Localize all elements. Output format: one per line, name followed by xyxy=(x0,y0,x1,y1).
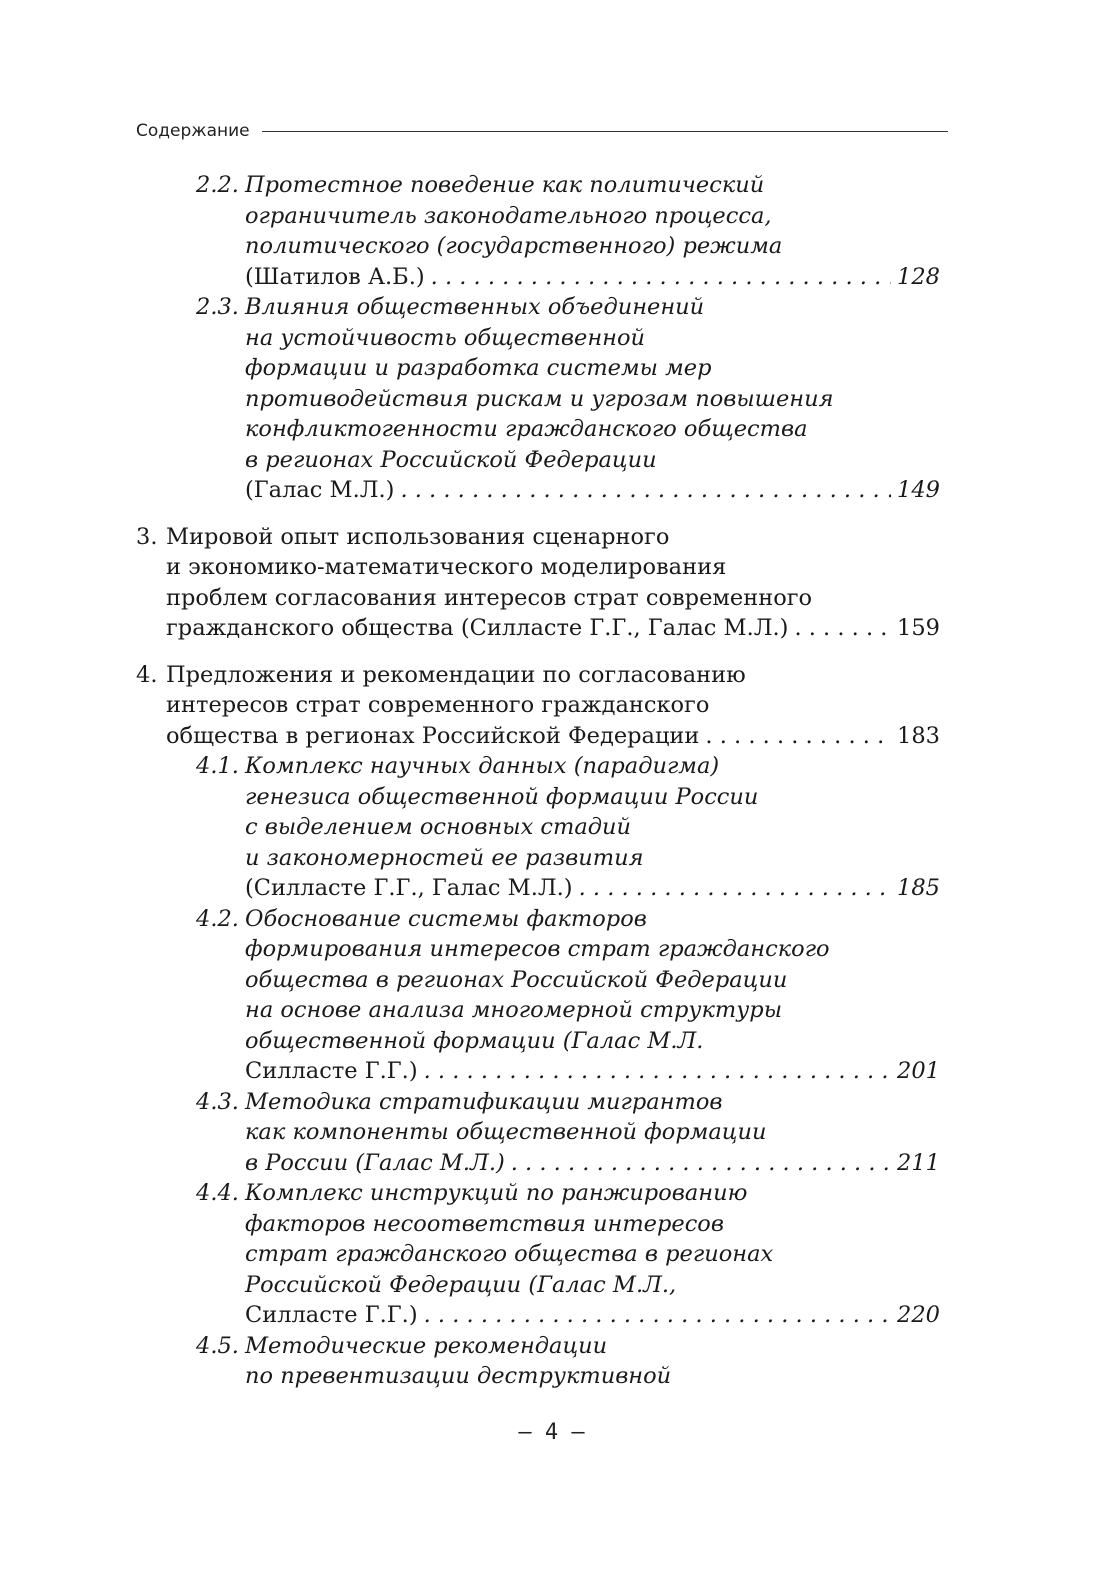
toc-entry-number: 4. xyxy=(136,661,158,688)
dot-leader xyxy=(511,1148,891,1179)
toc-entry-2-3[interactable] xyxy=(0,292,1103,506)
toc-entry-number: 4.4. xyxy=(196,1180,239,1206)
toc-entry-line: Комплекс инструкций по ранжированию xyxy=(245,1180,748,1206)
dot-leader xyxy=(424,1300,891,1331)
toc-entry-line: формации и разработка системы мер xyxy=(245,355,712,381)
dot-leader xyxy=(794,613,891,644)
toc-entry-4-3[interactable] xyxy=(0,1087,1103,1179)
toc-entry-line: интересов страт современного гражданского xyxy=(166,692,710,718)
toc-page-number: 211 xyxy=(897,1149,940,1176)
toc-entry-authors: Силласте Г.Г.) xyxy=(245,1058,418,1084)
toc-page-number: 220 xyxy=(897,1302,940,1328)
dot-leader xyxy=(400,475,891,506)
toc-entry-4-5[interactable] xyxy=(0,1331,1103,1392)
toc-entry-line: гражданского общества (Силласте Г.Г., Галас М.Л.) xyxy=(166,615,789,641)
dot-leader xyxy=(579,873,891,904)
toc-page-number: 128 xyxy=(897,263,940,290)
toc-entry-line: факторов несоответствия интересов xyxy=(245,1210,724,1237)
running-header xyxy=(136,118,948,144)
toc-page-number: 201 xyxy=(897,1058,940,1084)
toc-entry-authors: (Галас М.Л.) xyxy=(245,477,395,503)
toc-entry-number: 2.2. xyxy=(196,172,239,198)
toc-entry-line: общества в регионах Российской Федерации xyxy=(245,966,788,993)
dot-leader xyxy=(705,721,891,752)
header-rule xyxy=(262,131,948,132)
toc-entry-line: и экономико-математического моделирования xyxy=(166,554,727,580)
toc-entry-number: 4.5. xyxy=(196,1332,239,1359)
toc-entry-number: 2.3. xyxy=(196,294,239,320)
toc-entry-4-4[interactable] xyxy=(0,1178,1103,1331)
toc-entry-line: на устойчивость общественной xyxy=(245,324,646,351)
toc-entry-line: как компоненты общественной формации xyxy=(245,1119,767,1145)
dot-leader xyxy=(424,1056,891,1087)
page-number-footer: — 4 — xyxy=(518,1420,585,1445)
toc-entry-line: общества в регионах Российской Федерации xyxy=(166,722,700,749)
toc-entry-line: конфликтогенности гражданского общества xyxy=(245,416,808,442)
toc-entry-line: формирования интересов страт гражданского xyxy=(245,936,830,962)
toc-entry-number: 4.1. xyxy=(196,753,239,779)
toc-entry-line: проблем согласования интересов страт современного xyxy=(166,584,813,611)
toc-entry-line: страт гражданского общества в регионах xyxy=(245,1241,774,1267)
table-of-contents xyxy=(0,170,1103,1392)
toc-entry-line: ограничитель законодательного процесса, xyxy=(245,202,772,229)
toc-entry-line: генезиса общественной формации России xyxy=(245,783,759,810)
toc-entry-line: Мировой опыт использования сценарного xyxy=(166,523,670,550)
running-header-title: Содержание xyxy=(136,121,250,141)
toc-entry-number: 4.3. xyxy=(196,1088,239,1115)
toc-entry-line: Обоснование системы факторов xyxy=(245,905,647,932)
toc-entry-line: общественной формации (Галас М.Л. xyxy=(245,1027,704,1054)
toc-entry-number: 4.2. xyxy=(196,905,239,932)
toc-page-number: 185 xyxy=(897,875,940,901)
toc-entry-4-1[interactable] xyxy=(0,751,1103,904)
toc-entry-line: Комплекс научных данных (парадигма) xyxy=(245,753,720,779)
toc-entry-line: с выделением основных стадий xyxy=(245,814,632,840)
toc-entry-authors: Силласте Г.Г.) xyxy=(245,1302,418,1328)
dot-leader xyxy=(431,262,891,293)
toc-entry-number: 3. xyxy=(136,523,158,550)
toc-entry-line: в России (Галас М.Л.) xyxy=(245,1149,505,1176)
toc-entry-2-2[interactable] xyxy=(0,170,1103,292)
toc-entry-authors: (Силласте Г.Г., Галас М.Л.) xyxy=(245,875,573,901)
toc-entry-line: Методика стратификации мигрантов xyxy=(245,1088,723,1115)
toc-entry-4-2[interactable] xyxy=(0,904,1103,1087)
toc-page-number: 159 xyxy=(897,615,940,641)
toc-entry-authors: (Шатилов А.Б.) xyxy=(245,263,425,290)
toc-entry-line: Российской Федерации (Галас М.Л., xyxy=(245,1271,677,1298)
toc-entry-line: противодействия рискам и угрозам повышения xyxy=(245,385,834,412)
toc-entry-line: Протестное поведение как политический xyxy=(245,172,765,198)
toc-entry-line: Влияния общественных объединений xyxy=(245,294,705,320)
toc-entry-4[interactable] xyxy=(0,660,1103,752)
toc-entry-3[interactable] xyxy=(0,522,1103,644)
toc-entry-line: в регионах Российской Федерации xyxy=(245,446,657,473)
toc-page-number: 149 xyxy=(897,477,940,503)
toc-entry-line: на основе анализа многомерной структуры xyxy=(245,997,783,1023)
toc-entry-line: Методические рекомендации xyxy=(245,1332,608,1359)
toc-entry-line: по превентизации деструктивной xyxy=(245,1363,672,1389)
toc-entry-line: политического (государственного) режима xyxy=(245,233,783,259)
toc-entry-line: и закономерностей ее развития xyxy=(245,844,644,871)
toc-page-number: 183 xyxy=(897,722,940,749)
toc-entry-line: Предложения и рекомендации по согласованию xyxy=(166,661,746,688)
